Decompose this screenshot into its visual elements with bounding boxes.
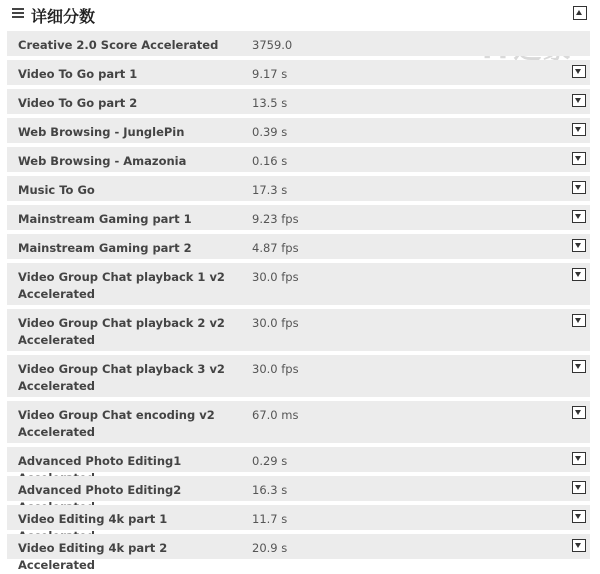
score-row [7, 476, 590, 501]
expand-button[interactable] [572, 406, 586, 419]
test-value: 16.3 s [252, 483, 288, 497]
test-name: Web Browsing - Amazonia [18, 154, 187, 168]
score-row [7, 205, 590, 230]
test-value: 13.5 s [252, 96, 288, 110]
test-name: Video Editing 4k part 2 Accelerated [18, 541, 168, 572]
test-name: Music To Go [18, 183, 95, 197]
score-row [7, 263, 590, 305]
expand-button[interactable] [572, 152, 586, 165]
test-value: 20.9 s [252, 541, 288, 555]
expand-button[interactable] [572, 181, 586, 194]
test-name: Video To Go part 1 [18, 67, 138, 81]
test-name: Mainstream Gaming part 2 [18, 241, 192, 255]
expand-button[interactable] [572, 94, 586, 107]
test-name: Mainstream Gaming part 1 [18, 212, 192, 226]
expand-button[interactable] [572, 123, 586, 136]
collapse-button[interactable] [573, 6, 587, 20]
test-value: 30.0 fps [252, 270, 299, 284]
test-value: 9.23 fps [252, 212, 299, 226]
score-list [7, 31, 590, 572]
test-value: 11.7 s [252, 512, 288, 526]
score-details-header [0, 0, 600, 30]
test-name: Advanced Photo Editing2 [18, 483, 182, 497]
expand-button[interactable] [572, 314, 586, 327]
score-row [7, 118, 590, 143]
score-row [7, 89, 590, 114]
expand-button[interactable] [572, 481, 586, 494]
test-name: Video Group Chat playback 3 v2 Accelerated [18, 362, 225, 393]
expand-button[interactable] [572, 239, 586, 252]
test-value: 17.3 s [252, 183, 288, 197]
test-name: Creative 2.0 Score Accelerated [18, 38, 219, 52]
test-value: 3759.0 [252, 38, 293, 52]
test-value: 67.0 ms [252, 408, 299, 422]
score-row [7, 60, 590, 85]
test-name: Advanced Photo Editing1 [18, 454, 182, 468]
expand-button[interactable] [572, 65, 586, 78]
score-row [7, 505, 590, 530]
test-name: Video Editing 4k part 1 [18, 512, 168, 526]
test-name: Video Group Chat playback 1 v2 Accelerated [18, 270, 225, 301]
score-row [7, 309, 590, 351]
expand-button[interactable] [572, 452, 586, 465]
test-value: 30.0 fps [252, 362, 299, 376]
test-name: Video Group Chat encoding v2 Accelerated [18, 408, 215, 439]
test-value: 0.29 s [252, 454, 288, 468]
score-row [7, 401, 590, 443]
test-value: 9.17 s [252, 67, 288, 81]
expand-button[interactable] [572, 510, 586, 523]
score-row [7, 147, 590, 172]
test-value: 4.87 fps [252, 241, 299, 255]
test-value: 0.39 s [252, 125, 288, 139]
page-title: 详细分数 [31, 7, 96, 26]
test-value: 0.16 s [252, 154, 288, 168]
expand-button[interactable] [572, 210, 586, 223]
menu-icon[interactable] [12, 8, 24, 20]
score-row [7, 31, 590, 56]
score-row [7, 447, 590, 472]
expand-button[interactable] [572, 360, 586, 373]
score-row [7, 355, 590, 397]
score-row [7, 176, 590, 201]
expand-button[interactable] [572, 268, 586, 281]
score-row [7, 234, 590, 259]
test-name: Video To Go part 2 [18, 96, 138, 110]
score-row [7, 534, 590, 572]
test-name: Video Group Chat playback 2 v2 Accelerated [18, 316, 225, 347]
test-name: Web Browsing - JunglePin [18, 125, 185, 139]
expand-button[interactable] [572, 539, 586, 552]
test-value: 30.0 fps [252, 316, 299, 330]
